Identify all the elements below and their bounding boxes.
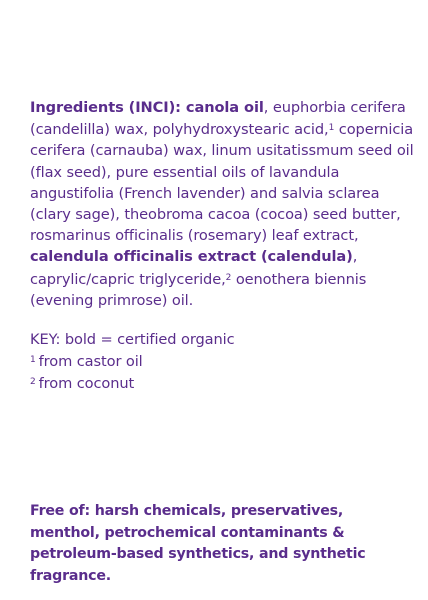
footnote-marker: 2 <box>30 377 36 388</box>
ingredients-paragraph <box>30 97 420 311</box>
key-section <box>30 329 235 395</box>
key-label: KEY: bold = certified organic <box>30 331 235 348</box>
ingredient-organic: calendula officinalis extract (calendula) <box>30 248 353 266</box>
footnote-item <box>30 372 235 394</box>
free-of-section <box>30 501 410 587</box>
ingredient-text: oenothera biennis (evening primrose) oil. <box>30 270 367 309</box>
footnote-marker: 1 <box>328 123 335 134</box>
footnote-item <box>30 350 235 372</box>
ingredient-text: , caprylic/capric triglyceride, <box>30 248 358 288</box>
footnote-text: from coconut <box>38 375 135 393</box>
footnote-marker: 2 <box>225 272 232 283</box>
ingredients-heading: Ingredients (INCI): <box>30 99 186 116</box>
ingredient-organic: canola oil <box>185 99 264 116</box>
ingredients-section <box>30 97 420 311</box>
footnote-marker: 1 <box>30 355 36 366</box>
ingredient-text: copernicia cerifera (carnauba) wax, linum usitatissmum seed oil (flax seed), pure essential oils of lavandula angustifolia (French lavender) and salvia sclarea (clary sage), theobroma cacoa (cocoa) seed butter, rosmarinus officinalis (rosemary) leaf extract, <box>30 121 414 245</box>
ingredient-text: , euphorbia cerifera (candelilla) wax, polyhydroxystearic acid, <box>30 99 406 139</box>
footnote-text: from castor oil <box>38 353 143 371</box>
free-of-text: Free of: harsh chemicals, preservatives, menthol, petrochemical contaminants & petroleum-based synthetics, and synthetic fragrance. <box>30 503 366 584</box>
